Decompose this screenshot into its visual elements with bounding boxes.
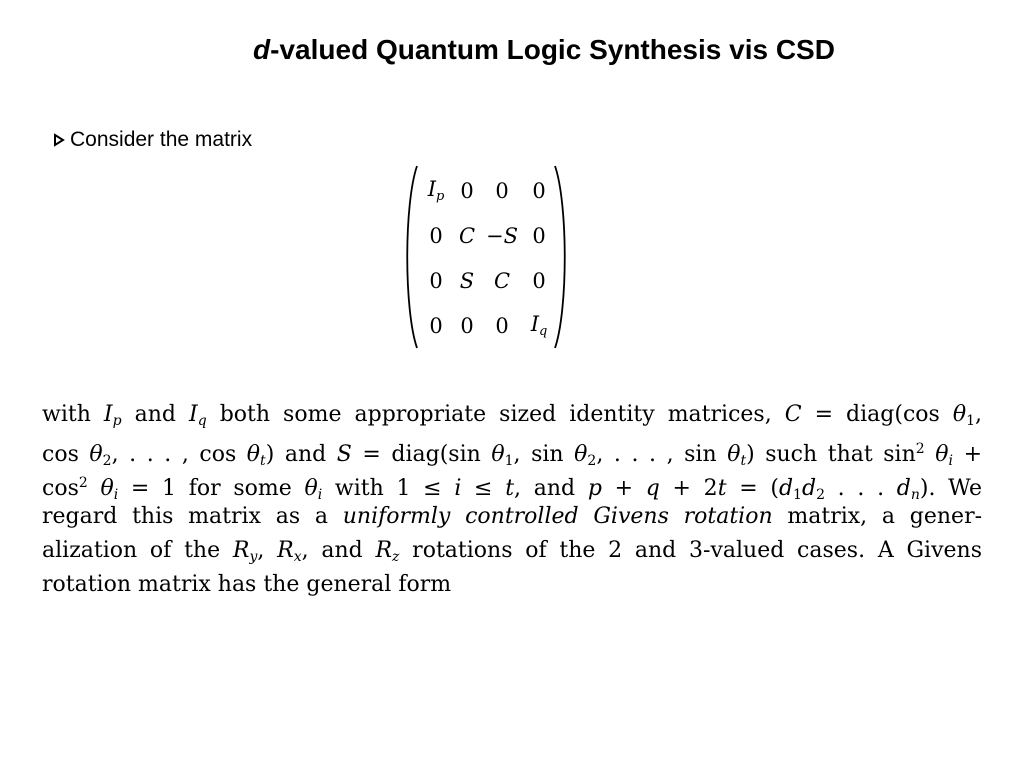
matrix-cell: 0 xyxy=(429,268,443,293)
matrix-cell: S xyxy=(459,268,475,293)
matrix-cell: 0 xyxy=(460,178,474,203)
paragraph-line: alization of the $R_y$, $R_x$, and $R_z$ rotations of the 2 and 3-valued cases. A Givens xyxy=(42,538,982,565)
matrix-cell: 0 xyxy=(495,178,509,203)
paragraph-line: rotation matrix has the general form xyxy=(42,572,452,597)
matrix-cell: C xyxy=(458,223,476,248)
paragraph-line: regard this matrix as a uniformly controlled Givens rotation matrix, a gener- xyxy=(42,504,983,529)
slide-title xyxy=(0,34,1024,66)
slide-title-variable: d xyxy=(253,34,271,65)
matrix-cell: 0 xyxy=(532,268,546,293)
slide-title-text: -valued Quantum Logic Synthesis vis CSD xyxy=(270,34,835,65)
matrix-cell: −S xyxy=(486,223,518,248)
matrix-cell: 0 xyxy=(429,313,443,338)
matrix-cell: $I_p$ xyxy=(427,177,445,204)
right-parenthesis xyxy=(552,164,572,350)
paragraph-line: with $I_p$ and $I_q$ both some appropriate sized identity matrices, C = diag(cos $\theta_1$, xyxy=(42,402,982,429)
matrix-cell: 0 xyxy=(460,313,474,338)
bullet-item xyxy=(52,128,252,152)
matrix-cell: 0 xyxy=(532,223,546,248)
matrix-cell: 0 xyxy=(429,223,443,248)
bullet-text: Consider the matrix xyxy=(70,128,253,151)
left-parenthesis xyxy=(400,164,420,350)
block-matrix xyxy=(400,164,572,350)
paragraph-line: $\cos \theta_2$, . . . , $\cos \theta_t$) and S = diag(sin $\theta_1$, $\sin \theta_2$, . . . , $\sin \theta_t$) such that $\sin^2 \theta_i$ + xyxy=(42,441,982,469)
triangle-bullet-icon xyxy=(52,133,66,147)
matrix-cell: C xyxy=(493,268,511,293)
matrix-cell: 0 xyxy=(495,313,509,338)
description-paragraph xyxy=(42,398,982,602)
matrix-cell: 0 xyxy=(532,178,546,203)
paragraph-line: $\cos^2 \theta_i = 1$ for some $\theta_i$ with 1 ≤ i ≤ t, and $p + q + 2t = (d_1d_2$ . . . $d_n$). We xyxy=(42,475,983,503)
matrix-cell: $I_q$ xyxy=(530,312,548,339)
matrix-grid xyxy=(420,168,556,346)
